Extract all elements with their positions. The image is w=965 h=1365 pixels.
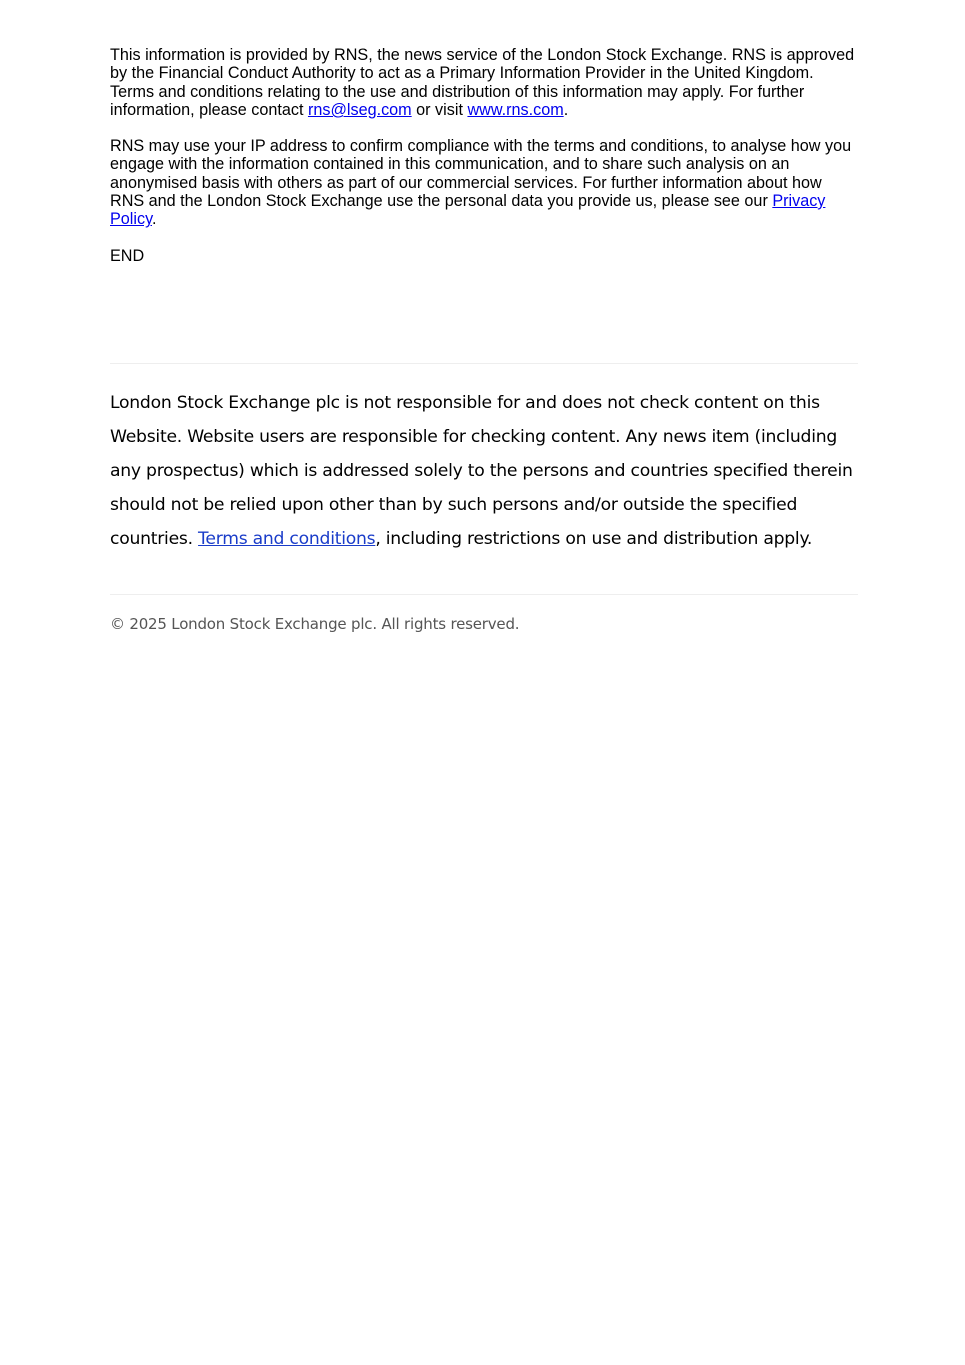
disclaimer-text-end: , including restrictions on use and distribution apply. bbox=[375, 529, 813, 549]
rns-info-text: This information is provided by RNS, the news service of the London Stock Exchange. RNS is approved by the Financial Conduct Authority to act as a Primary Information Provider in the United Kingdom. Terms and conditions relating to the use and distribution of this information may apply. For further information, please contact bbox=[110, 46, 855, 119]
terms-and-conditions-link[interactable]: Terms and conditions bbox=[198, 529, 376, 549]
disclaimer-text: London Stock Exchange plc is not responsible for and does not check content on this Website. Website users are responsible for checking content. Any news item (including any prospectus) which is addressed solely to the persons and countries specified therein should not be relied upon other than by such persons and/or outside the specified countries. bbox=[110, 393, 853, 549]
rns-info-text-or: or visit bbox=[411, 100, 468, 119]
rns-info-period: . bbox=[563, 100, 569, 119]
rns-privacy-paragraph bbox=[110, 137, 858, 228]
copyright-notice: © 2025 London Stock Exchange plc. All rights reserved. bbox=[110, 615, 520, 633]
top-divider bbox=[110, 363, 858, 364]
bottom-divider bbox=[110, 594, 858, 595]
rns-privacy-text: RNS may use your IP address to confirm compliance with the terms and conditions, to analyse how you engage with the information contained in this communication, and to share such analysis on an anonymised basis with others as part of our commercial services. For further information about how RNS and the London Stock Exchange use the personal data you provide us, please see our bbox=[110, 137, 852, 211]
rns-info-paragraph bbox=[110, 46, 858, 119]
rns-info-section bbox=[110, 46, 858, 265]
end-label: END bbox=[110, 246, 145, 265]
disclaimer-paragraph bbox=[110, 386, 870, 556]
rns-website-link[interactable]: www.rns.com bbox=[467, 100, 564, 119]
email-link[interactable]: rns@lseg.com bbox=[307, 100, 412, 119]
rns-privacy-period: . bbox=[151, 210, 157, 229]
privacy-policy-link[interactable]: Privacy Policy bbox=[110, 192, 826, 229]
